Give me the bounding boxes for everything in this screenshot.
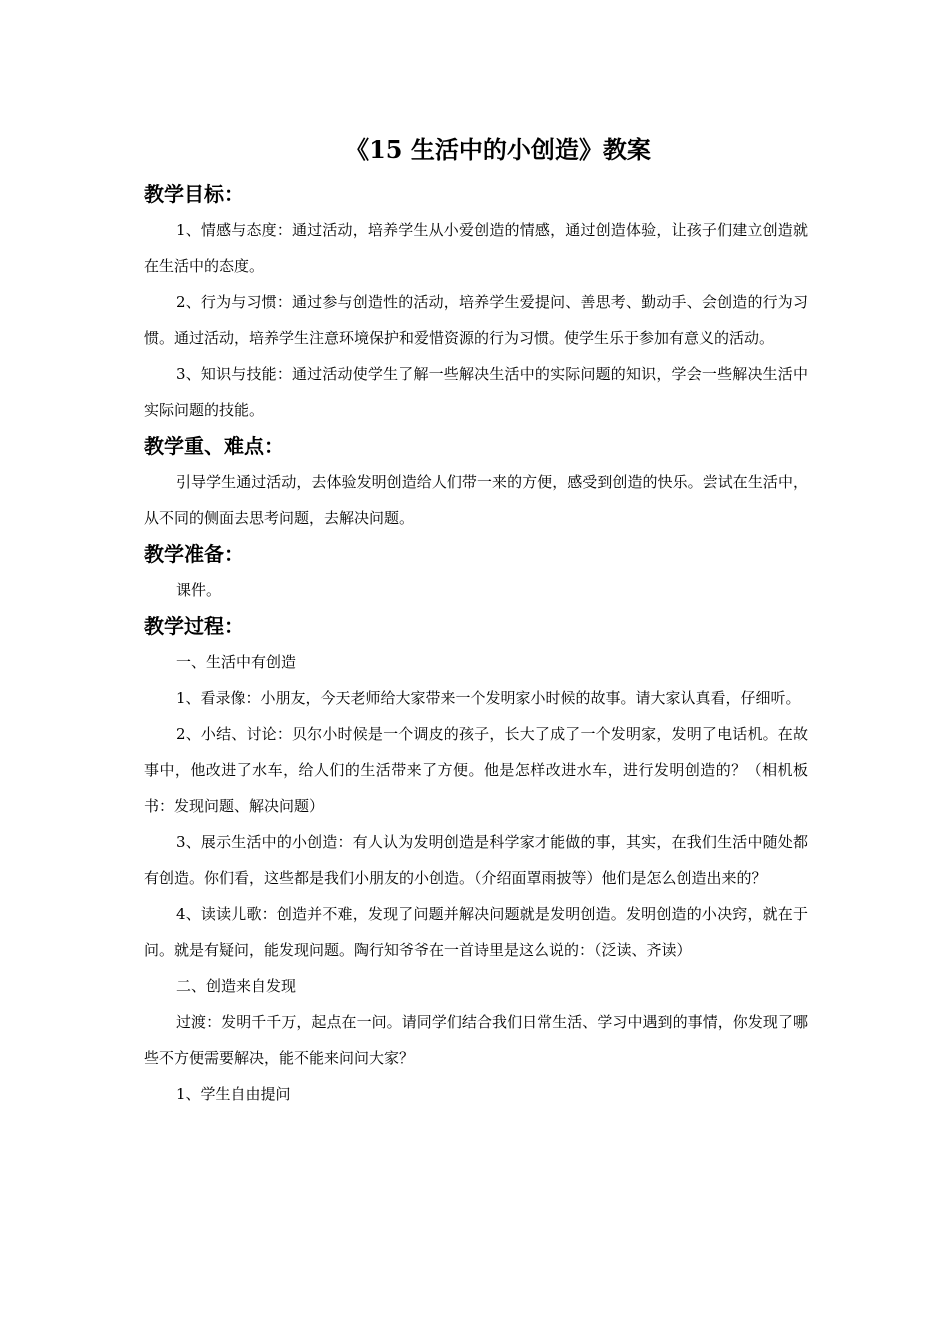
paragraph: 1、学生自由提问 (176, 1085, 291, 1103)
paragraph: 3、展示生活中的小创造：有人认为发明创造是科学家才能做的事，其实，在我们生活中随处都有创造。你们看，这些都是我们小朋友的小创造。（介绍面罩雨披等）他们是怎么创造出来的？ (144, 833, 808, 887)
section-heading: 教学重、难点： (144, 434, 284, 458)
paragraph: 二、创造来自发现 (176, 977, 297, 995)
paragraph: 一、生活中有创造 (176, 653, 297, 671)
paragraph: 过渡：发明千千万，起点在一问。请同学们结合我们日常生活、学习中遇到的事情，你发现了哪些不方便需要解决，能不能来问问大家？ (144, 1013, 808, 1067)
document-title: 《15 生活中的小创造》教案 (345, 135, 651, 164)
paragraph: 4、读读儿歌：创造并不难，发现了问题并解决问题就是发明创造。发明创造的小决窍，就在于问。就是有疑问，能发现问题。陶行知爷爷在一首诗里是这么说的：（泛读、齐读） (144, 905, 808, 959)
section-objectives (144, 176, 808, 428)
paragraph: 2、行为与习惯：通过参与创造性的活动，培养学生爱提问、善思考、勤动手、会创造的行为习惯。通过活动，培养学生注意环境保护和爱惜资源的行为习惯。使学生乐于参加有意义的活动。 (144, 293, 808, 347)
paragraph: 2、小结、讨论：贝尔小时候是一个调皮的孩子，长大了成了一个发明家，发明了电话机。在故事中，他改进了水车，给人们的生活带来了方便。他是怎样改进水车，进行发明创造的？（相机板书：发现问题、解决问题） (144, 725, 808, 815)
section-heading: 教学目标： (144, 182, 244, 206)
paragraph: 3、知识与技能：通过活动使学生了解一些解决生活中的实际问题的知识，学会一些解决生活中实际问题的技能。 (144, 365, 808, 419)
document-page (144, 130, 808, 1112)
section-process (144, 608, 808, 1112)
paragraph: 课件。 (176, 581, 222, 599)
section-heading: 教学准备： (144, 542, 244, 566)
section-preparation (144, 536, 808, 608)
paragraph: 1、看录像：小朋友，今天老师给大家带来一个发明家小时候的故事。请大家认真看，仔细听。 (176, 689, 801, 707)
section-key-points (144, 428, 808, 536)
paragraph: 1、情感与态度：通过活动，培养学生从小爱创造的情感，通过创造体验，让孩子们建立创造就在生活中的态度。 (144, 221, 808, 275)
paragraph: 引导学生通过活动，去体验发明创造给人们带一来的方便，感受到创造的快乐。尝试在生活中，从不同的侧面去思考问题，去解决问题。 (144, 473, 808, 527)
section-heading: 教学过程： (144, 614, 244, 638)
